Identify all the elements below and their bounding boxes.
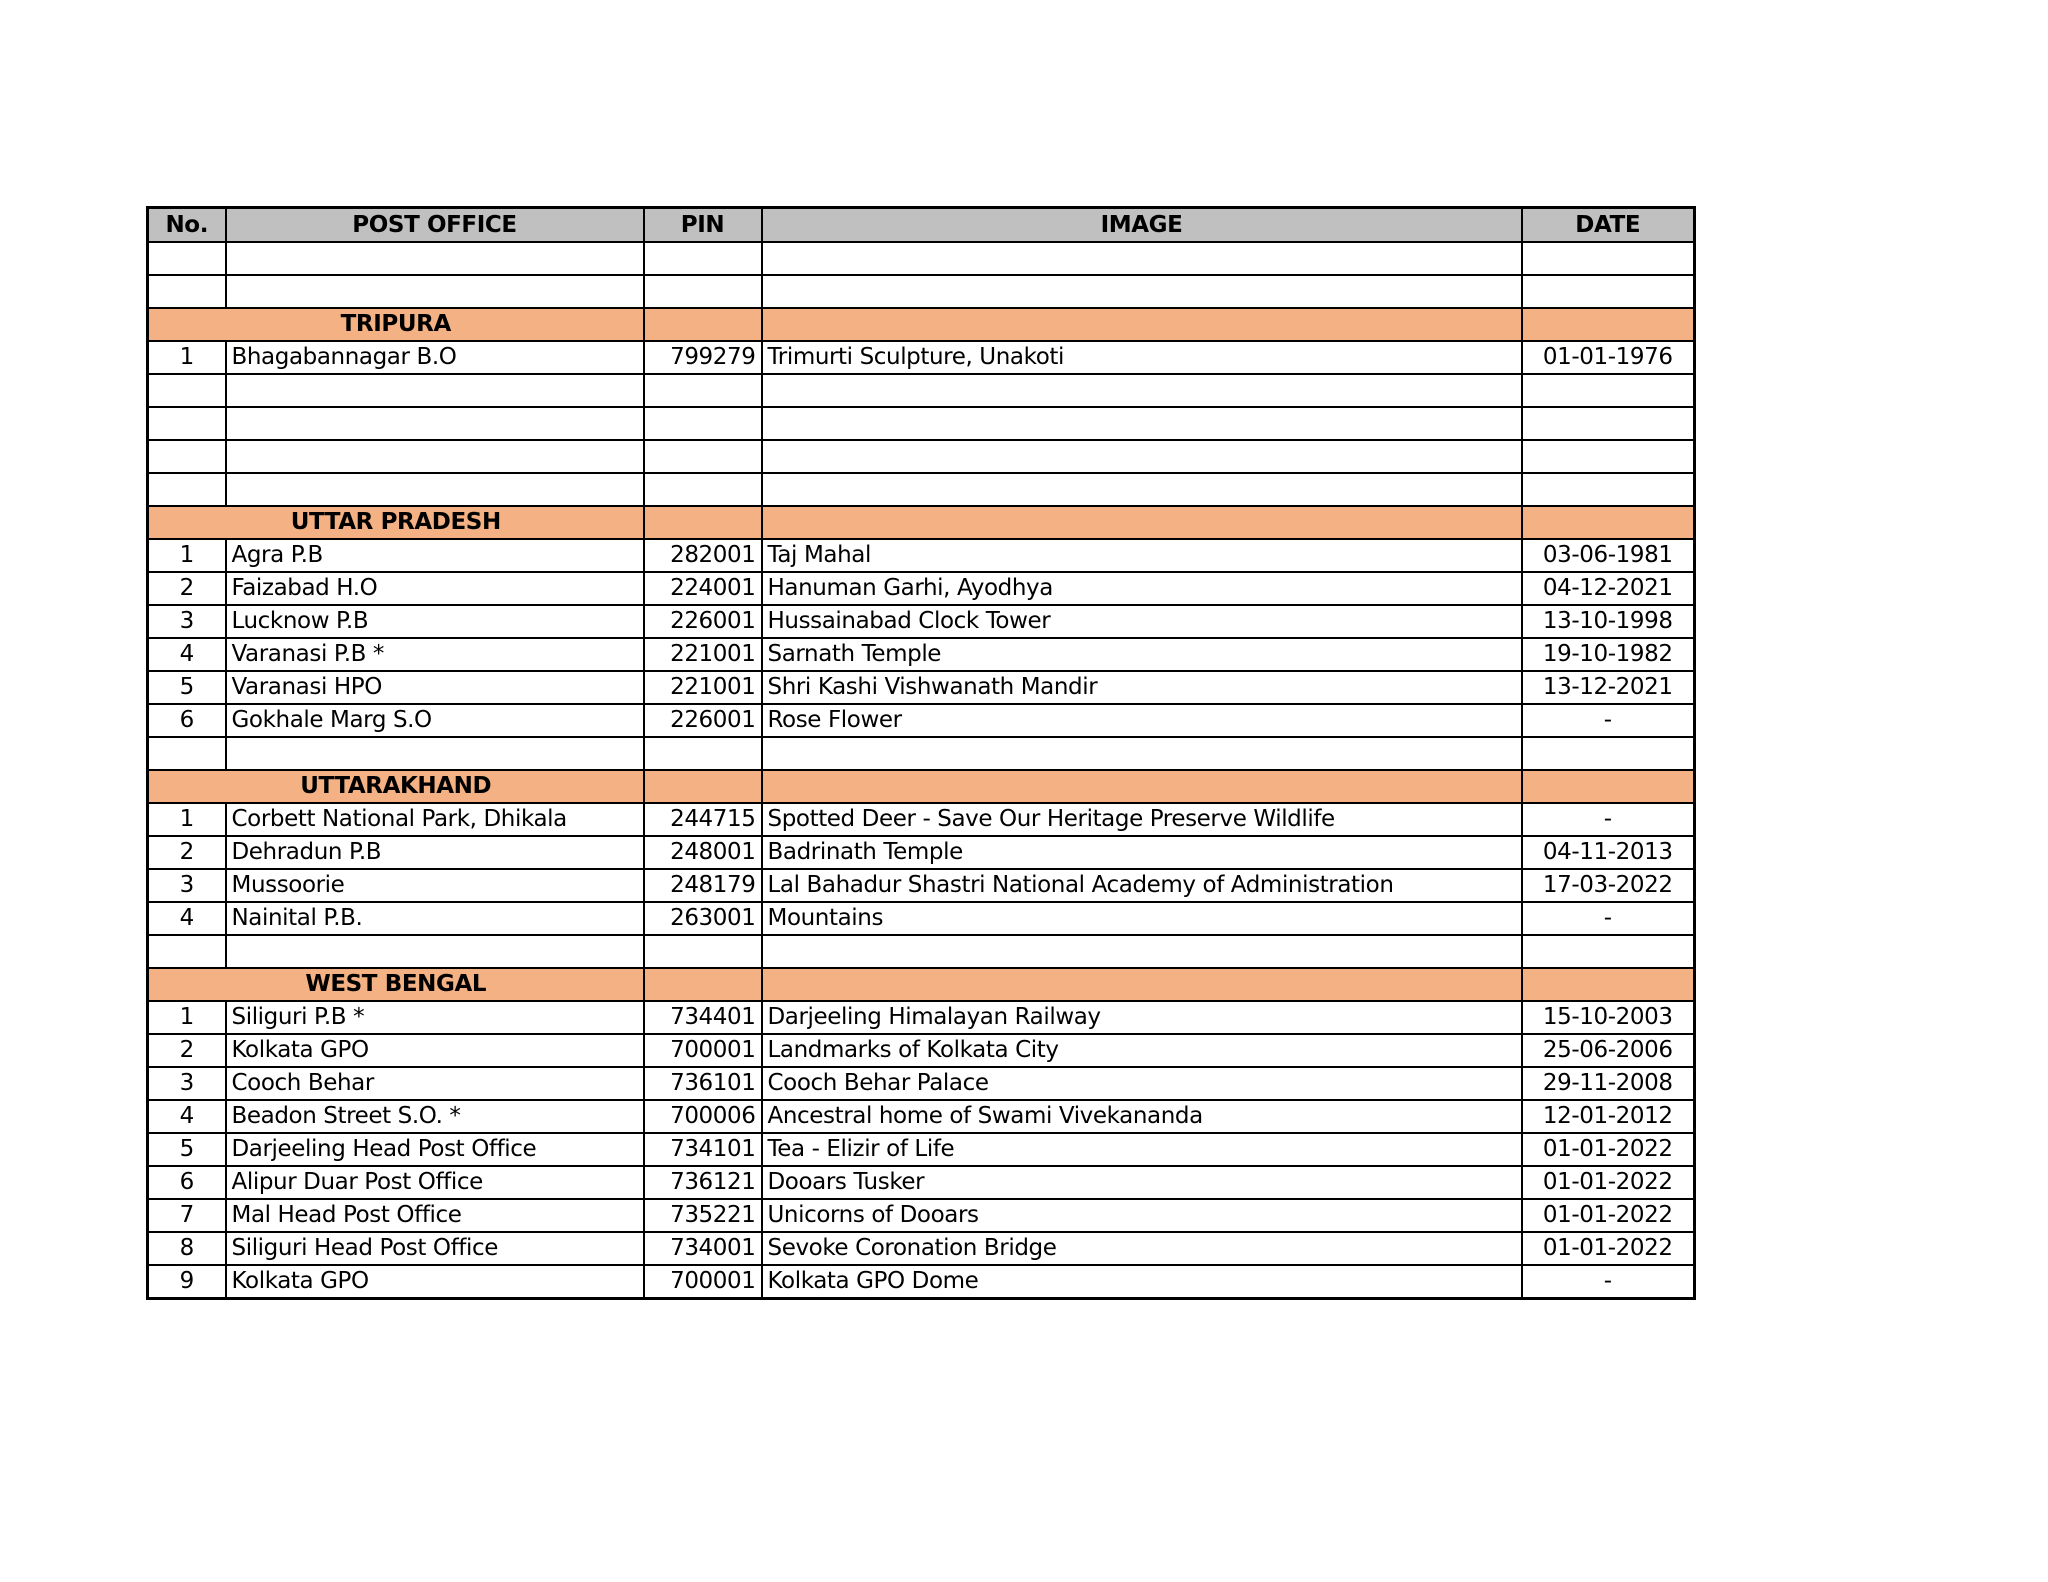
state-filler-cell xyxy=(644,506,762,539)
state-header-row xyxy=(148,770,1695,803)
cell-image: Landmarks of Kolkata City xyxy=(762,1034,1522,1067)
cell-no: 4 xyxy=(148,638,226,671)
blank-cell xyxy=(148,440,226,473)
blank-row xyxy=(148,440,1695,473)
state-filler-cell xyxy=(1522,506,1695,539)
cell-pin: 735221 xyxy=(644,1199,762,1232)
cell-date: 01-01-2022 xyxy=(1522,1232,1695,1265)
blank-cell xyxy=(1522,242,1695,275)
state-name: UTTAR PRADESH xyxy=(148,506,644,539)
cell-post-office: Bhagabannagar B.O xyxy=(226,341,644,374)
cell-date: 04-11-2013 xyxy=(1522,836,1695,869)
cell-pin: 700001 xyxy=(644,1034,762,1067)
cell-no: 1 xyxy=(148,539,226,572)
cell-pin: 799279 xyxy=(644,341,762,374)
state-filler-cell xyxy=(762,968,1522,1001)
blank-cell xyxy=(762,407,1522,440)
cell-pin: 700006 xyxy=(644,1100,762,1133)
state-header-row xyxy=(148,506,1695,539)
cell-post-office: Varanasi P.B * xyxy=(226,638,644,671)
blank-cell xyxy=(226,440,644,473)
blank-cell xyxy=(644,737,762,770)
cell-no: 4 xyxy=(148,1100,226,1133)
table-row xyxy=(148,1232,1695,1265)
blank-cell xyxy=(762,275,1522,308)
blank-cell xyxy=(226,374,644,407)
cell-date: 01-01-2022 xyxy=(1522,1199,1695,1232)
cell-date: - xyxy=(1522,1265,1695,1299)
cell-date: 01-01-1976 xyxy=(1522,341,1695,374)
blank-cell xyxy=(1522,374,1695,407)
cell-pin: 221001 xyxy=(644,638,762,671)
blank-cell xyxy=(226,407,644,440)
state-filler-cell xyxy=(644,968,762,1001)
blank-cell xyxy=(644,374,762,407)
cell-date: 04-12-2021 xyxy=(1522,572,1695,605)
blank-row xyxy=(148,407,1695,440)
cell-image: Taj Mahal xyxy=(762,539,1522,572)
cell-no: 6 xyxy=(148,704,226,737)
blank-row xyxy=(148,374,1695,407)
table-row xyxy=(148,1001,1695,1034)
table-row xyxy=(148,605,1695,638)
cell-image: Sevoke Coronation Bridge xyxy=(762,1232,1522,1265)
blank-cell xyxy=(762,473,1522,506)
blank-cell xyxy=(644,440,762,473)
blank-cell xyxy=(226,935,644,968)
cell-pin: 263001 xyxy=(644,902,762,935)
cell-pin: 734101 xyxy=(644,1133,762,1166)
cell-date: 25-06-2006 xyxy=(1522,1034,1695,1067)
blank-row xyxy=(148,737,1695,770)
cell-post-office: Siliguri Head Post Office xyxy=(226,1232,644,1265)
cell-image: Hussainabad Clock Tower xyxy=(762,605,1522,638)
table-row xyxy=(148,902,1695,935)
cell-pin: 244715 xyxy=(644,803,762,836)
header-image: IMAGE xyxy=(762,208,1522,243)
table-row xyxy=(148,704,1695,737)
cell-post-office: Corbett National Park, Dhikala xyxy=(226,803,644,836)
cell-no: 8 xyxy=(148,1232,226,1265)
table-row xyxy=(148,671,1695,704)
table-row xyxy=(148,1133,1695,1166)
blank-cell xyxy=(644,473,762,506)
cell-no: 6 xyxy=(148,1166,226,1199)
cell-image: Badrinath Temple xyxy=(762,836,1522,869)
cell-date: 12-01-2012 xyxy=(1522,1100,1695,1133)
state-header-row xyxy=(148,308,1695,341)
cell-image: Mountains xyxy=(762,902,1522,935)
state-filler-cell xyxy=(762,308,1522,341)
cell-date: 19-10-1982 xyxy=(1522,638,1695,671)
cell-image: Darjeeling Himalayan Railway xyxy=(762,1001,1522,1034)
table-row xyxy=(148,836,1695,869)
table-row xyxy=(148,341,1695,374)
cell-pin: 736121 xyxy=(644,1166,762,1199)
cell-post-office: Gokhale Marg S.O xyxy=(226,704,644,737)
cell-post-office: Varanasi HPO xyxy=(226,671,644,704)
cell-pin: 734001 xyxy=(644,1232,762,1265)
cell-no: 2 xyxy=(148,1034,226,1067)
table-row xyxy=(148,1166,1695,1199)
table-row xyxy=(148,539,1695,572)
state-name: WEST BENGAL xyxy=(148,968,644,1001)
cell-post-office: Alipur Duar Post Office xyxy=(226,1166,644,1199)
state-filler-cell xyxy=(644,308,762,341)
cell-no: 3 xyxy=(148,605,226,638)
state-filler-cell xyxy=(644,770,762,803)
state-filler-cell xyxy=(762,770,1522,803)
blank-cell xyxy=(226,737,644,770)
cell-pin: 224001 xyxy=(644,572,762,605)
blank-cell xyxy=(148,275,226,308)
blank-cell xyxy=(1522,737,1695,770)
cell-post-office: Mal Head Post Office xyxy=(226,1199,644,1232)
cell-post-office: Siliguri P.B * xyxy=(226,1001,644,1034)
blank-cell xyxy=(1522,275,1695,308)
cell-image: Spotted Deer - Save Our Heritage Preserve Wildlife xyxy=(762,803,1522,836)
cell-no: 3 xyxy=(148,869,226,902)
table-row xyxy=(148,572,1695,605)
cell-no: 1 xyxy=(148,803,226,836)
cell-date: 01-01-2022 xyxy=(1522,1166,1695,1199)
table-body xyxy=(148,242,1695,1299)
blank-cell xyxy=(1522,935,1695,968)
blank-row xyxy=(148,935,1695,968)
cell-image: Kolkata GPO Dome xyxy=(762,1265,1522,1299)
blank-cell xyxy=(148,473,226,506)
blank-cell xyxy=(762,242,1522,275)
cell-image: Hanuman Garhi, Ayodhya xyxy=(762,572,1522,605)
cell-no: 2 xyxy=(148,836,226,869)
state-filler-cell xyxy=(1522,308,1695,341)
blank-cell xyxy=(1522,407,1695,440)
cell-post-office: Nainital P.B. xyxy=(226,902,644,935)
cell-no: 4 xyxy=(148,902,226,935)
blank-row xyxy=(148,242,1695,275)
state-header-row xyxy=(148,968,1695,1001)
cell-post-office: Faizabad H.O xyxy=(226,572,644,605)
header-post-office: POST OFFICE xyxy=(226,208,644,243)
cell-date: 15-10-2003 xyxy=(1522,1001,1695,1034)
table-row xyxy=(148,1265,1695,1299)
blank-row xyxy=(148,275,1695,308)
blank-cell xyxy=(148,935,226,968)
blank-cell xyxy=(226,473,644,506)
cell-post-office: Lucknow P.B xyxy=(226,605,644,638)
post-office-table xyxy=(146,206,1696,1300)
cell-image: Shri Kashi Vishwanath Mandir xyxy=(762,671,1522,704)
header-date: DATE xyxy=(1522,208,1695,243)
blank-cell xyxy=(148,737,226,770)
blank-cell xyxy=(762,374,1522,407)
cell-no: 5 xyxy=(148,671,226,704)
cell-image: Lal Bahadur Shastri National Academy of Administration xyxy=(762,869,1522,902)
cell-pin: 226001 xyxy=(644,605,762,638)
blank-cell xyxy=(762,935,1522,968)
cell-pin: 248001 xyxy=(644,836,762,869)
cell-no: 7 xyxy=(148,1199,226,1232)
blank-cell xyxy=(644,242,762,275)
state-filler-cell xyxy=(1522,770,1695,803)
cell-pin: 700001 xyxy=(644,1265,762,1299)
cell-post-office: Mussoorie xyxy=(226,869,644,902)
blank-cell xyxy=(1522,440,1695,473)
cell-image: Sarnath Temple xyxy=(762,638,1522,671)
cell-pin: 736101 xyxy=(644,1067,762,1100)
state-name: TRIPURA xyxy=(148,308,644,341)
cell-date: 03-06-1981 xyxy=(1522,539,1695,572)
blank-row xyxy=(148,473,1695,506)
cell-image: Rose Flower xyxy=(762,704,1522,737)
cell-image: Unicorns of Dooars xyxy=(762,1199,1522,1232)
table-row xyxy=(148,1034,1695,1067)
cell-no: 1 xyxy=(148,1001,226,1034)
cell-image: Cooch Behar Palace xyxy=(762,1067,1522,1100)
table-header xyxy=(148,208,1695,243)
cell-post-office: Kolkata GPO xyxy=(226,1034,644,1067)
state-filler-cell xyxy=(1522,968,1695,1001)
blank-cell xyxy=(148,242,226,275)
cell-no: 5 xyxy=(148,1133,226,1166)
blank-cell xyxy=(644,275,762,308)
cell-post-office: Agra P.B xyxy=(226,539,644,572)
cell-no: 1 xyxy=(148,341,226,374)
cell-no: 9 xyxy=(148,1265,226,1299)
header-row xyxy=(148,208,1695,243)
cell-date: 29-11-2008 xyxy=(1522,1067,1695,1100)
cell-date: 13-12-2021 xyxy=(1522,671,1695,704)
cell-date: - xyxy=(1522,704,1695,737)
cell-image: Trimurti Sculpture, Unakoti xyxy=(762,341,1522,374)
blank-cell xyxy=(762,737,1522,770)
blank-cell xyxy=(226,242,644,275)
cell-date: 17-03-2022 xyxy=(1522,869,1695,902)
cell-date: - xyxy=(1522,902,1695,935)
header-no: No. xyxy=(148,208,226,243)
blank-cell xyxy=(644,407,762,440)
cell-image: Dooars Tusker xyxy=(762,1166,1522,1199)
blank-cell xyxy=(148,374,226,407)
blank-cell xyxy=(644,935,762,968)
state-name: UTTARAKHAND xyxy=(148,770,644,803)
cell-no: 3 xyxy=(148,1067,226,1100)
table-row xyxy=(148,1067,1695,1100)
cell-no: 2 xyxy=(148,572,226,605)
blank-cell xyxy=(148,407,226,440)
cell-post-office: Kolkata GPO xyxy=(226,1265,644,1299)
blank-cell xyxy=(762,440,1522,473)
header-pin: PIN xyxy=(644,208,762,243)
cell-date: 01-01-2022 xyxy=(1522,1133,1695,1166)
table-row xyxy=(148,1199,1695,1232)
cell-pin: 221001 xyxy=(644,671,762,704)
cell-pin: 226001 xyxy=(644,704,762,737)
cell-post-office: Beadon Street S.O. * xyxy=(226,1100,644,1133)
cell-pin: 282001 xyxy=(644,539,762,572)
cell-post-office: Dehradun P.B xyxy=(226,836,644,869)
cell-image: Ancestral home of Swami Vivekananda xyxy=(762,1100,1522,1133)
cell-date: 13-10-1998 xyxy=(1522,605,1695,638)
blank-cell xyxy=(1522,473,1695,506)
cell-image: Tea - Elizir of Life xyxy=(762,1133,1522,1166)
blank-cell xyxy=(226,275,644,308)
cell-pin: 734401 xyxy=(644,1001,762,1034)
cell-post-office: Darjeeling Head Post Office xyxy=(226,1133,644,1166)
cell-post-office: Cooch Behar xyxy=(226,1067,644,1100)
table-row xyxy=(148,638,1695,671)
table-row xyxy=(148,869,1695,902)
cell-pin: 248179 xyxy=(644,869,762,902)
table-row xyxy=(148,803,1695,836)
state-filler-cell xyxy=(762,506,1522,539)
cell-date: - xyxy=(1522,803,1695,836)
table-row xyxy=(148,1100,1695,1133)
